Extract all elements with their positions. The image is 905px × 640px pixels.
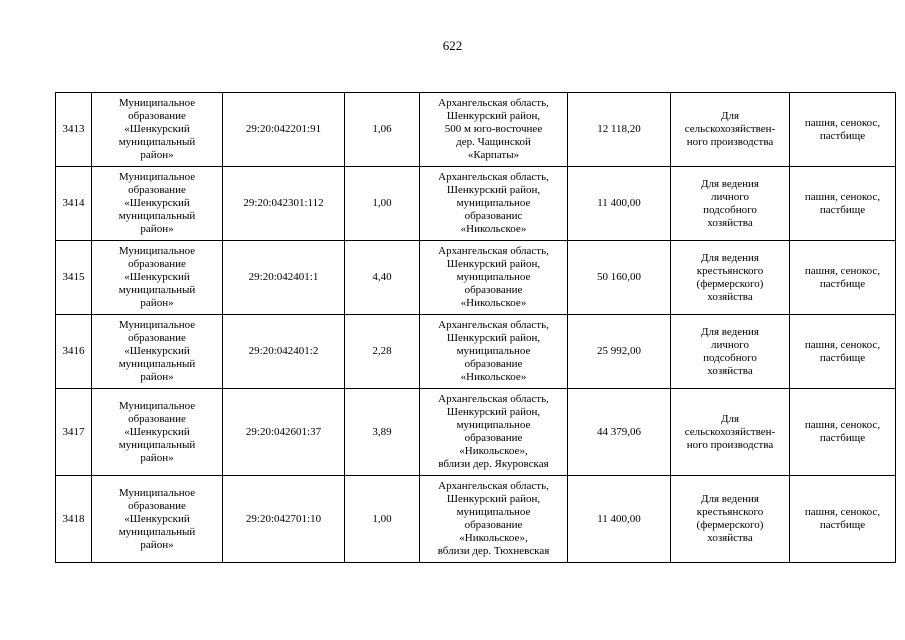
table-row — [56, 315, 896, 389]
cadastral-value-cell: 50 160,00 — [568, 241, 671, 315]
permitted-use-cell: Для ведения личного подсобного хозяйства — [671, 315, 790, 389]
location-cell: Архангельская область, Шенкурский район, муниципальное образование «Никольское» — [420, 241, 568, 315]
row-number: 3413 — [56, 93, 92, 167]
cadastral-number-cell: 29:20:042401:1 — [223, 241, 345, 315]
land-type-cell: пашня, сенокос, пастбище — [790, 93, 896, 167]
area-cell: 1,00 — [345, 476, 420, 563]
row-number: 3414 — [56, 167, 92, 241]
table-row — [56, 389, 896, 476]
area-cell: 1,06 — [345, 93, 420, 167]
location-cell: Архангельская область, Шенкурский район, муниципальное образованис «Никольское» — [420, 167, 568, 241]
owner-cell: Муниципальное образование «Шенкурский муниципальный район» — [92, 476, 223, 563]
area-cell: 3,89 — [345, 389, 420, 476]
permitted-use-cell: Для ведения личного подсобного хозяйства — [671, 167, 790, 241]
cadastral-value-cell: 11 400,00 — [568, 476, 671, 563]
location-cell: Архангельская область, Шенкурский район, 500 м юго-восточнее дер. Чащинской «Карпаты» — [420, 93, 568, 167]
permitted-use-cell: Для ведения крестьянского (фермерского) хозяйства — [671, 476, 790, 563]
table-row — [56, 167, 896, 241]
owner-cell: Муниципальное образование «Шенкурский муниципальный район» — [92, 93, 223, 167]
area-cell: 1,00 — [345, 167, 420, 241]
land-type-cell: пашня, сенокос, пастбище — [790, 241, 896, 315]
row-number: 3415 — [56, 241, 92, 315]
owner-cell: Муниципальное образование «Шенкурский муниципальный район» — [92, 241, 223, 315]
table-row — [56, 93, 896, 167]
area-cell: 4,40 — [345, 241, 420, 315]
cadastral-number-cell: 29:20:042301:112 — [223, 167, 345, 241]
cadastral-value-cell: 25 992,00 — [568, 315, 671, 389]
page-number: 622 — [442, 38, 463, 53]
cadastral-number-cell: 29:20:042401:2 — [223, 315, 345, 389]
table-row — [56, 241, 896, 315]
cadastral-number-cell: 29:20:042601:37 — [223, 389, 345, 476]
table-row — [56, 476, 896, 563]
row-number: 3418 — [56, 476, 92, 563]
permitted-use-cell: Для ведения крестьянского (фермерского) хозяйства — [671, 241, 790, 315]
location-cell: Архангельская область, Шенкурский район, муниципальное образование «Никольское», вблизи дер. Якуровская — [420, 389, 568, 476]
permitted-use-cell: Для сельскохозяйствен- ного производства — [671, 93, 790, 167]
cadastral-value-cell: 44 379,06 — [568, 389, 671, 476]
cadastral-number-cell: 29:20:042701:10 — [223, 476, 345, 563]
owner-cell: Муниципальное образование «Шенкурский муниципальный район» — [92, 315, 223, 389]
owner-cell: Муниципальное образование «Шенкурский муниципальный район» — [92, 389, 223, 476]
location-cell: Архангельская область, Шенкурский район, муниципальное образование «Никольское» — [420, 315, 568, 389]
location-cell: Архангельская область, Шенкурский район, муниципальное образование «Никольское», вблизи дер. Тюхневская — [420, 476, 568, 563]
land-type-cell: пашня, сенокос, пастбище — [790, 389, 896, 476]
area-cell: 2,28 — [345, 315, 420, 389]
row-number: 3417 — [56, 389, 92, 476]
land-type-cell: пашня, сенокос, пастбище — [790, 315, 896, 389]
land-type-cell: пашня, сенокос, пастбище — [790, 476, 896, 563]
cadastral-value-cell: 11 400,00 — [568, 167, 671, 241]
cadastral-value-cell: 12 118,20 — [568, 93, 671, 167]
owner-cell: Муниципальное образование «Шенкурский муниципальный район» — [92, 167, 223, 241]
cadastral-number-cell: 29:20:042201:91 — [223, 93, 345, 167]
land-registry-table — [55, 92, 896, 563]
permitted-use-cell: Для сельскохозяйствен- ного производства — [671, 389, 790, 476]
land-type-cell: пашня, сенокос, пастбище — [790, 167, 896, 241]
row-number: 3416 — [56, 315, 92, 389]
